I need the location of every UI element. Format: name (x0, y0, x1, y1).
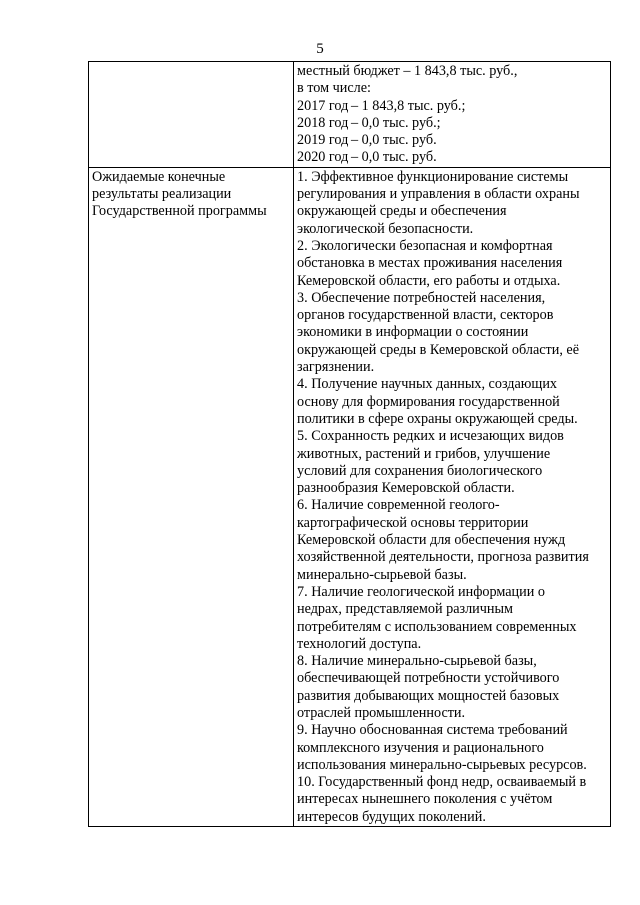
results-line: отраслей промышленности. (297, 704, 466, 721)
budget-year-line (297, 132, 608, 149)
budget-label-cell (89, 62, 294, 168)
results-line: интересах нынешнего поколения с учётом (297, 791, 553, 808)
results-line: загрязнении. (297, 359, 375, 376)
results-line: 2. Экологически безопасная и комфортная (297, 237, 553, 254)
results-line: основу для формирования государственной (297, 393, 560, 410)
results-line: интересов будущих поколений. (297, 808, 486, 825)
budget-amount: – 1 843,8 тыс. руб.; (351, 97, 466, 114)
results-line: условий для сохранения биологического (297, 462, 543, 479)
budget-amount: – 0,0 тыс. руб. (351, 149, 437, 166)
results-line: минерально-сырьевой базы. (297, 566, 467, 583)
results-line: использования минерально-сырьевых ресурсов. (297, 756, 587, 773)
results-line: политики в сфере охраны окружающей среды. (297, 410, 578, 427)
budget-year: 2018 год (297, 114, 349, 131)
results-line: экономики в информации о состоянии (297, 324, 529, 341)
results-value-cell (294, 167, 611, 826)
results-line: комплексного изучения и рационального (297, 739, 544, 756)
results-line: экологической безопасности. (297, 220, 474, 237)
results-line: недрах, представляемой различным (297, 601, 514, 618)
results-line: картографической основы территории (297, 514, 529, 531)
results-line: технологий доступа. (297, 635, 422, 652)
results-line: разнообразия Кемеровской области. (297, 480, 515, 497)
results-line: 6. Наличие современной геолого- (297, 497, 500, 514)
budget-amount: – 0,0 тыс. руб.; (351, 114, 441, 131)
results-line: окружающей среды в Кемеровской области, её (297, 341, 580, 358)
budget-row (89, 62, 611, 168)
results-line: 5. Сохранность редких и исчезающих видов (297, 428, 564, 445)
budget-year: 2019 год (297, 132, 349, 149)
budget-year-line (297, 149, 608, 166)
budget-year-line (297, 98, 608, 115)
budget-year: 2017 год (297, 97, 349, 114)
budget-year-line (297, 115, 608, 132)
results-line: регулирования и управления в области охраны (297, 186, 580, 203)
results-line: обеспечивающей потребности устойчивого (297, 670, 560, 687)
results-line: Кемеровской области для обеспечения нужд (297, 532, 566, 549)
results-line: 10. Государственный фонд недр, осваиваемый в (297, 774, 587, 791)
results-line: окружающей среды и обеспечения (297, 203, 507, 220)
results-line: Кемеровской области, его работы и отдыха. (297, 272, 561, 289)
results-line: развития добывающих мощностей базовых (297, 687, 560, 704)
results-label-cell (89, 167, 294, 826)
results-line: 8. Наличие минерально-сырьевой базы, (297, 653, 537, 670)
budget-line: местный бюджет – 1 843,8 тыс. руб., (297, 63, 518, 79)
program-passport-table (88, 61, 611, 827)
results-line: 1. Эффективное функционирование системы (297, 168, 569, 185)
budget-value-cell (294, 62, 611, 168)
results-label-line: Государственной программы (92, 203, 267, 220)
results-line: животных, растений и грибов, улучшение (297, 445, 551, 462)
budget-line: в том числе: (297, 80, 371, 97)
results-line: 9. Научно обоснованная система требований (297, 722, 568, 739)
results-line: 4. Получение научных данных, создающих (297, 376, 558, 393)
results-row (89, 167, 611, 826)
results-line: хозяйственной деятельности, прогноза развития (297, 549, 589, 566)
budget-amount: – 0,0 тыс. руб. (351, 132, 437, 149)
results-line: потребителям с использованием современных (297, 618, 577, 635)
results-line: 7. Наличие геологической информации о (297, 583, 545, 600)
page-number: 5 (316, 41, 324, 57)
budget-year: 2020 год (297, 149, 349, 166)
results-label-line: результаты реализации (92, 186, 232, 203)
results-line: органов государственной власти, секторов (297, 307, 554, 324)
results-label-line: Ожидаемые конечные (92, 168, 226, 185)
results-line: 3. Обеспечение потребностей населения, (297, 289, 546, 306)
results-line: обстановка в местах проживания населения (297, 255, 563, 272)
